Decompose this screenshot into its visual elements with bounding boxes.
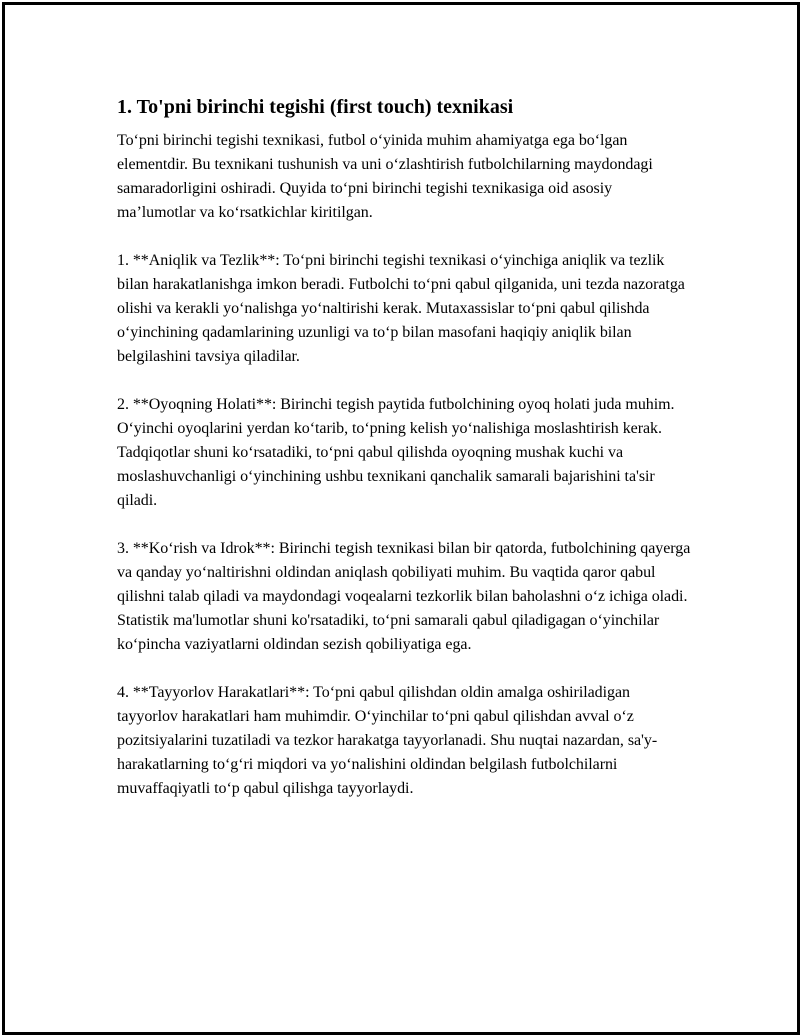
paragraph-vision-perception: 3. **Ko‘rish va Idrok**: Birinchi tegish texnikasi bilan bir qatorda, futbolchining qayerga va qanday yo‘naltirishni oldindan aniqlash qobiliyati muhim. Bu vaqtida qaror qabul qilishni talab qiladi va maydondagi voqealarni tezkorlik bilan baholashni o‘z ichiga oladi. Statistik ma'lumotlar shuni ko'rsatadiki, to‘pni samarali qabul qiladigagan o‘yinchilar ko‘pincha vaziyatlarni oldindan sezish qobiliyatiga ega.: [117, 540, 691, 653]
intro-paragraph: To‘pni birinchi tegishi texnikasi, futbol o‘yinida muhim ahamiyatga ega bo‘lgan elementdir. Bu texnikani tushunish va uni o‘zlashtirish futbolchilarning maydondagi samaradorligini oshiradi. Quyida to‘pni birinchi tegishi texnikasiga oid asosiy ma’lumotlar va ko‘rsatkichlar kiritilgan.: [117, 132, 653, 221]
document-body: [117, 94, 692, 801]
paragraph-preparatory-movements: 4. **Tayyorlov Harakatlari**: To‘pni qabul qilishdan oldin amalga oshiriladigan tayyorlov harakatlari ham muhimdir. O‘yinchilar to‘pni qabul qilishdan avval o‘z pozitsiyalarini tuzatiladi va tezkor harakatga tayyorlanadi. Shu nuqtai nazardan, sa'y-harakatlarning to‘g‘ri miqdori va yo‘nalishini oldindan belgilash futbolchilarni muvaffaqiyatli to‘p qabul qilishga tayyorlaydi.: [117, 684, 658, 797]
document-title: 1. To'pni birinchi tegishi (first touch) texnikasi: [117, 96, 514, 118]
paragraph-accuracy-speed: 1. **Aniqlik va Tezlik**: To‘pni birinchi tegishi texnikasi o‘yinchiga aniqlik va tezlik bilan harakatlanishga imkon beradi. Futbolchi to‘pni qabul qilganida, uni tezda nazoratga olishi va kerakli yo‘nalishga yo‘naltirishi kerak. Mutaxassislar to‘pni qabul qilishda o‘yinchining qadamlarining uzunligi va to‘p bilan masofani haqiqiy aniqlik bilan belgilashini tavsiya qiladilar.: [117, 252, 685, 365]
paragraph-foot-position: 2. **Oyoqning Holati**: Birinchi tegish paytida futbolchining oyoq holati juda muhim. O‘yinchi oyoqlarini yerdan ko‘tarib, to‘pning kelish yo‘nalishiga moslashtirish kerak. Tadqiqotlar shuni ko‘rsatadiki, to‘pni qabul qilishda oyoqning mushak kuchi va moslashuvchanligi o‘yinchining ushbu texnikani qanchalik samarali bajarishini ta'sir qiladi.: [117, 396, 675, 509]
